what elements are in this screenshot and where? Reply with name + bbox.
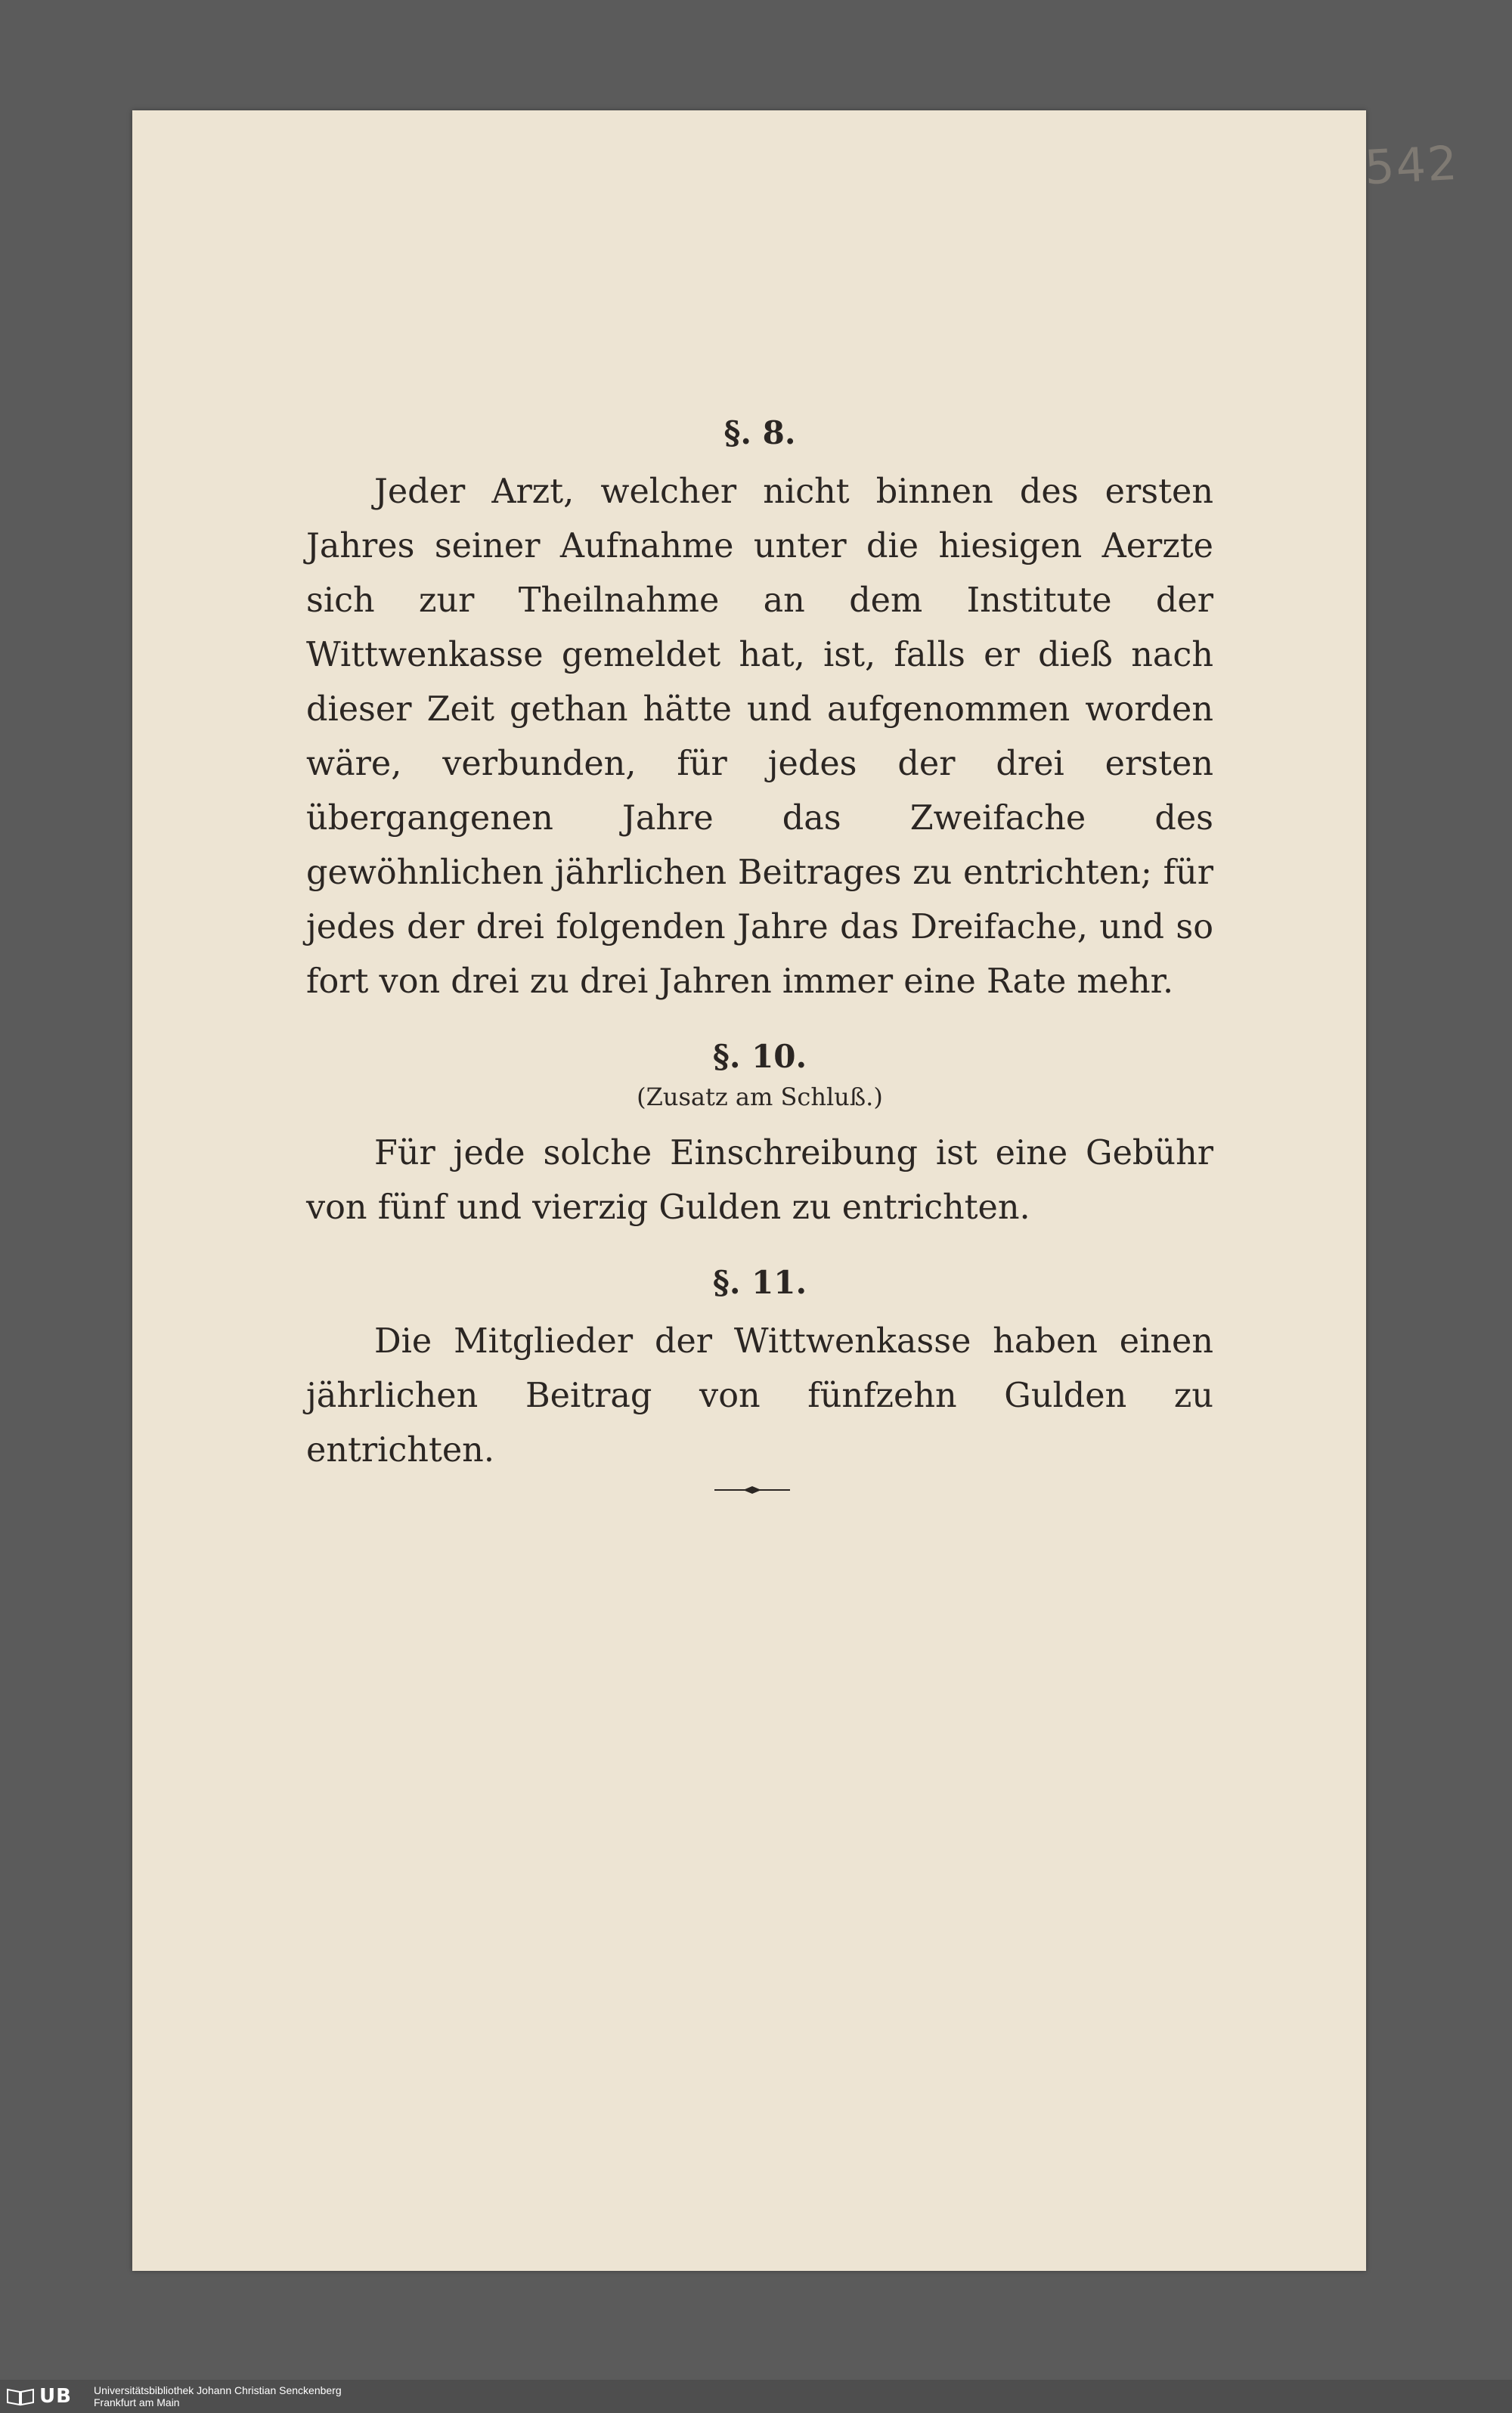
book-icon bbox=[6, 2387, 35, 2406]
archive-number: 542 bbox=[1363, 135, 1461, 196]
document-body bbox=[306, 299, 1213, 1478]
ub-logo bbox=[6, 2386, 88, 2407]
footer-bar bbox=[0, 2380, 1512, 2413]
library-city: Frankfurt am Main bbox=[94, 2396, 180, 2408]
library-credit bbox=[94, 2384, 342, 2408]
ub-logo-text: UB bbox=[39, 2385, 72, 2408]
library-name: Universitätsbibliothek Johann Christian Senckenberg bbox=[94, 2384, 342, 2396]
section-8-text: Jeder Arzt, welcher nicht binnen des ersten Jahres seiner Aufnahme unter die hiesigen Aerzte sich zur Theilnahme an dem Institute der Wittwenkasse gemeldet hat, ist, falls er dieß nach dieser Zeit gethan hätte und aufgenommen worden wäre, verbunden, für jedes der drei ersten übergangenen Jahre das Zweifache des gewöhnlichen jährlichen Beitrages zu entrichten; für jedes der drei folgenden Jahre das Dreifache, und so fort von drei zu drei Jahren immer eine Rate mehr. bbox=[306, 472, 1213, 1001]
section-11-heading: §. 11. bbox=[712, 1264, 807, 1301]
section-10-heading: §. 10. bbox=[712, 1038, 807, 1075]
ornament-divider bbox=[714, 1485, 790, 1495]
section-8-heading: §. 8. bbox=[723, 414, 796, 451]
section-11-text: Die Mitglieder der Wittwenkasse haben einen jährlichen Beitrag von fünfzehn Gulden zu entrichten. bbox=[306, 1322, 1213, 1470]
section-10-subheading: (Zusatz am Schluß.) bbox=[637, 1083, 883, 1111]
document-page bbox=[132, 110, 1461, 2271]
section-10-text: Für jede solche Einschreibung ist eine Gebühr von fünf und vierzig Gulden zu entrichten. bbox=[306, 1134, 1213, 1227]
